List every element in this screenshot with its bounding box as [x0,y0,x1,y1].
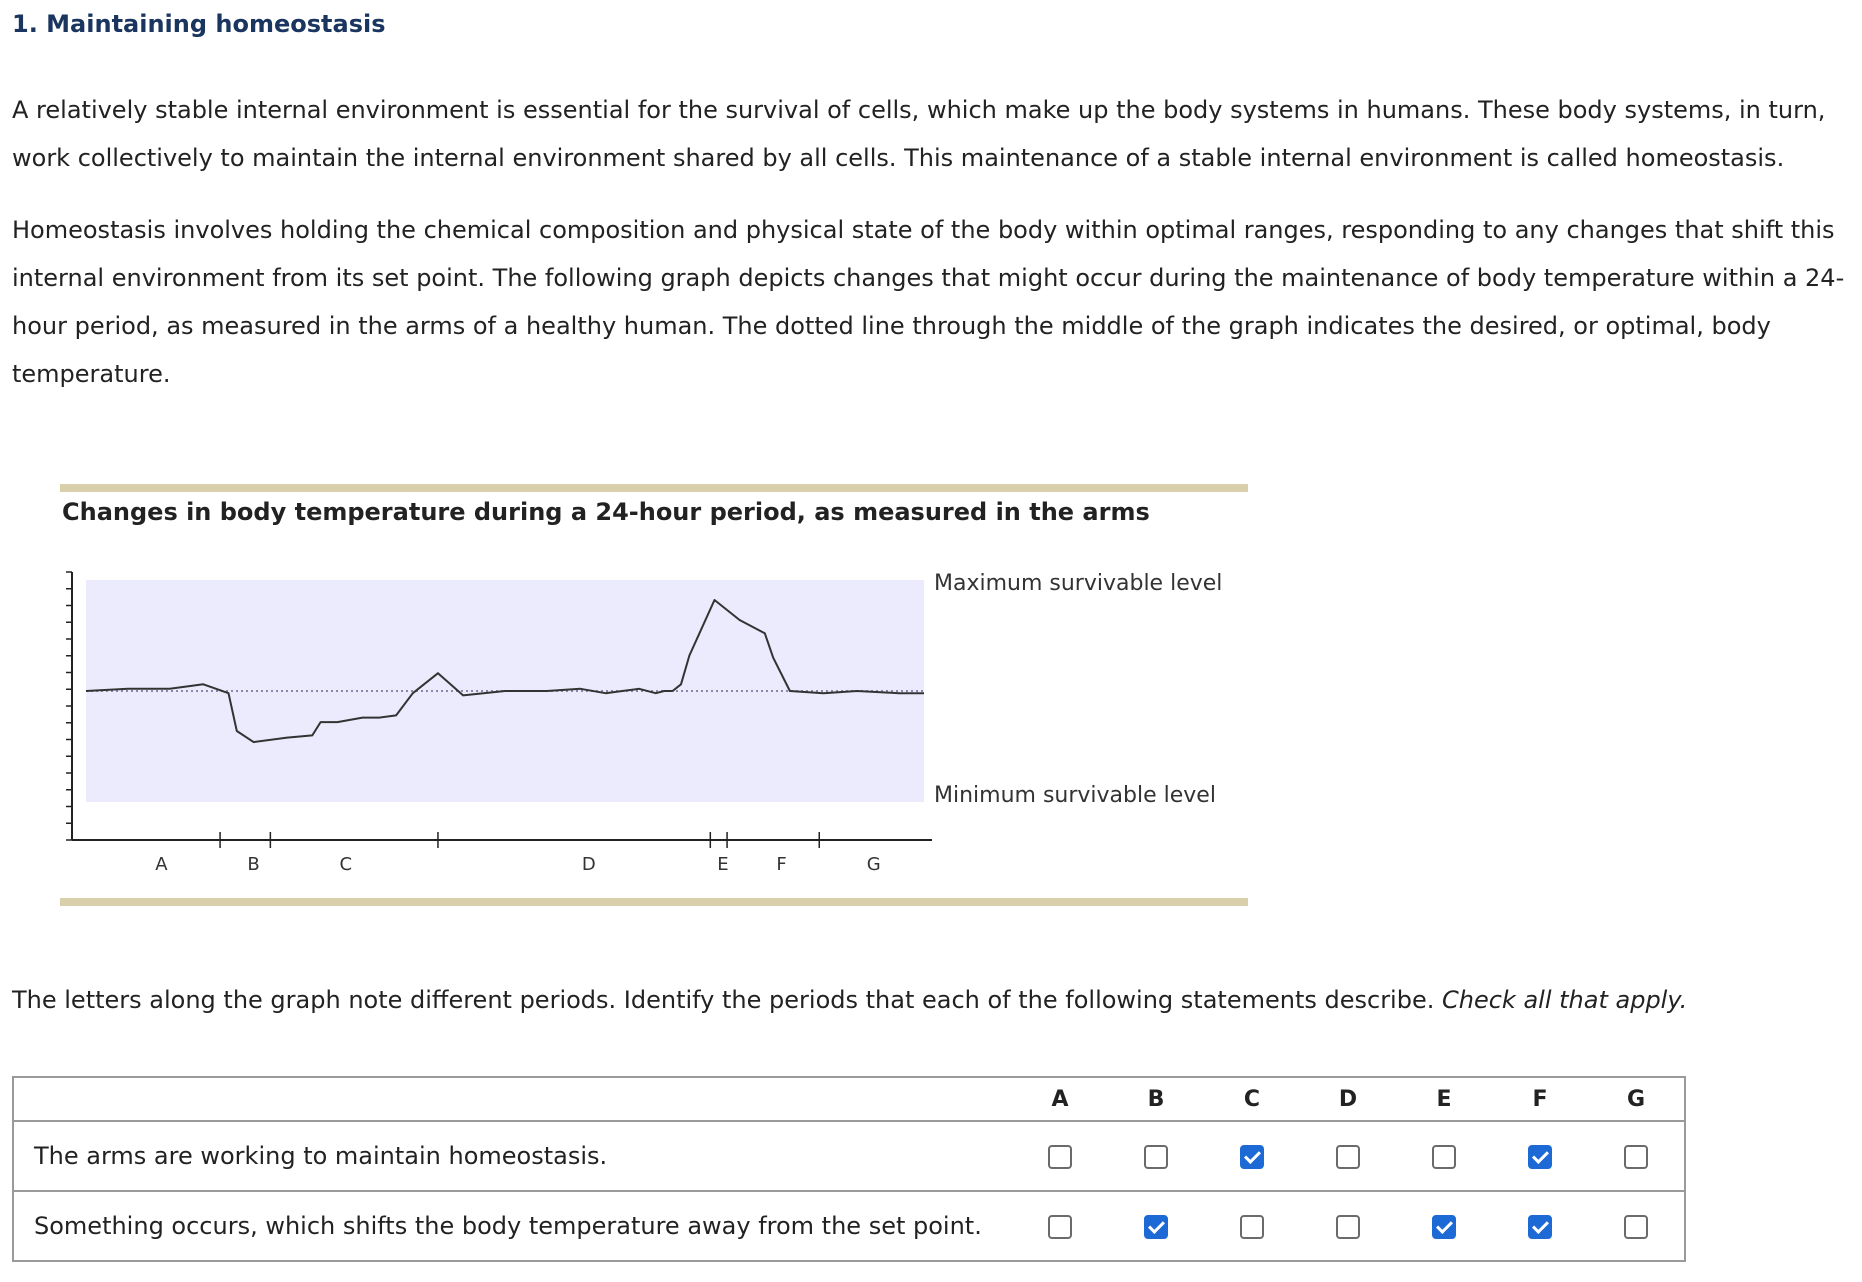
answer-cell [1300,1191,1396,1261]
statement-header [13,1077,1012,1121]
answer-cell [1108,1121,1204,1191]
instructions [12,986,1687,1014]
column-header-d: D [1300,1077,1396,1121]
table-row [13,1191,1685,1261]
temperature-chart [60,484,1248,908]
checkbox-a[interactable] [1048,1215,1072,1239]
table-header-row [13,1077,1685,1121]
question-title: 1. Maintaining homeostasis [12,10,386,38]
period-label-e: E [717,854,729,875]
answer-cell [1492,1121,1588,1191]
column-header-b: B [1108,1077,1204,1121]
column-header-c: C [1204,1077,1300,1121]
statement-text: Something occurs, which shifts the body temperature away from the set point. [34,1212,982,1240]
checkbox-d[interactable] [1336,1215,1360,1239]
checkbox-e[interactable] [1432,1215,1456,1239]
checkbox-d[interactable] [1336,1145,1360,1169]
answer-cell [1396,1121,1492,1191]
table-body [13,1121,1685,1261]
checkbox-b[interactable] [1144,1215,1168,1239]
answer-cell [1012,1191,1108,1261]
column-header-g: G [1588,1077,1685,1121]
chart-plot [60,484,1248,908]
checkbox-f[interactable] [1528,1215,1552,1239]
chart-title: Changes in body temperature during a 24-hour period, as measured in the arms [62,498,1150,526]
column-header-f: F [1492,1077,1588,1121]
period-label-a: A [155,854,168,875]
chart-bottom-rule [60,898,1248,906]
answer-cell [1300,1121,1396,1191]
checkbox-a[interactable] [1048,1145,1072,1169]
period-label-g: G [866,854,881,875]
homeostasis-paragraph: Homeostasis involves holding the chemical composition and physical state of the body within optimal ranges, responding to any changes that shift this internal environment from its set point. The following graph depicts changes that might occur during the maintenance of body temperature within a 24-hour period, as measured in the arms of a healthy human. The dotted line through the middle of the graph indicates the desired, or optimal, body temperature. [12,216,1845,388]
intro-paragraph: A relatively stable internal environment is essential for the survival of cells, which make up the body systems in humans. These body systems, in turn, work collectively to maintain the internal environment shared by all cells. This maintenance of a stable internal environment is called homeostasis. [12,96,1826,172]
period-label-b: B [247,854,260,875]
checkbox-g[interactable] [1624,1215,1648,1239]
period-label-d: D [581,854,596,875]
answer-table [12,1076,1686,1262]
answer-cell [1012,1121,1108,1191]
min-level-label: Minimum survivable level [934,783,1216,808]
instructions-emphasis: Check all that apply. [1442,986,1688,1014]
answer-cell [1492,1191,1588,1261]
checkbox-g[interactable] [1624,1145,1648,1169]
checkbox-c[interactable] [1240,1215,1264,1239]
answer-cell [1588,1121,1685,1191]
checkbox-b[interactable] [1144,1145,1168,1169]
answer-cell [1204,1121,1300,1191]
checkbox-e[interactable] [1432,1145,1456,1169]
answer-cell [1396,1191,1492,1261]
statement-text: The arms are working to maintain homeostasis. [13,1121,1012,1191]
answer-cell [1588,1191,1685,1261]
table-row [13,1121,1685,1191]
instructions-text: The letters along the graph note different periods. Identify the periods that each of the following statements describe. [12,986,1435,1014]
period-label-f: F [776,854,787,875]
checkbox-f[interactable] [1528,1145,1552,1169]
checkbox-c[interactable] [1240,1145,1264,1169]
max-level-label: Maximum survivable level [934,571,1223,596]
column-header-a: A [1012,1077,1108,1121]
answer-cell [1204,1191,1300,1261]
period-label-c: C [339,854,353,875]
answer-cell [1108,1191,1204,1261]
column-header-e: E [1396,1077,1492,1121]
